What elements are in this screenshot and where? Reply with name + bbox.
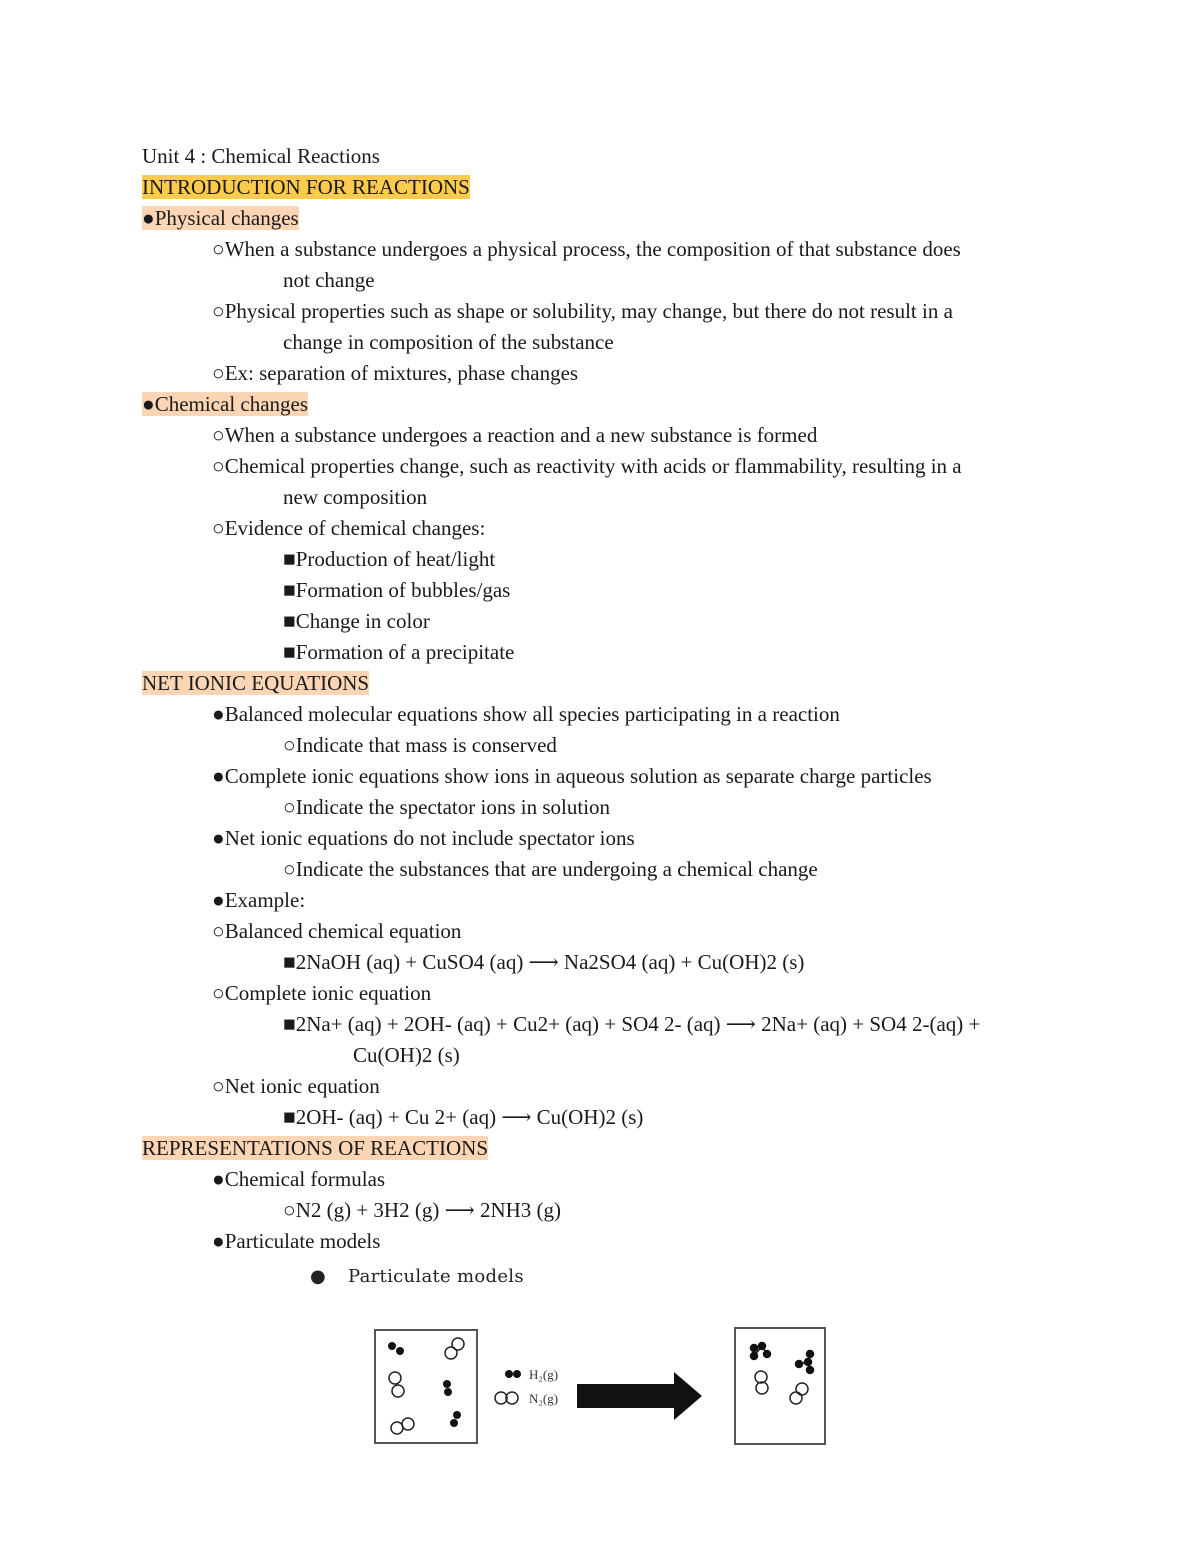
list-item-text: Indicate the substances that are undergoing a chemical change	[295, 857, 818, 881]
circle-marker: ○	[212, 919, 225, 943]
list-item-text: Evidence of chemical changes:	[224, 516, 486, 540]
heading-net-ionic-text: NET IONIC EQUATIONS	[142, 671, 370, 695]
circle-marker: ○	[283, 857, 296, 881]
list-item	[283, 576, 510, 604]
list-item	[283, 545, 495, 573]
legend-n2-label: N₂(g)	[529, 1391, 559, 1406]
list-item	[212, 452, 962, 480]
list-item	[212, 700, 840, 728]
list-item-text: Balanced chemical equation	[224, 919, 462, 943]
equation-line	[283, 948, 804, 976]
list-item-text: Complete ionic equations show ions in aqueous solution as separate charge particles	[224, 764, 932, 788]
list-item	[283, 731, 557, 759]
bullet-marker: ●	[142, 392, 155, 416]
list-item-text: Net ionic equations do not include spectator ions	[224, 826, 635, 850]
list-item	[212, 359, 578, 387]
square-marker: ■	[283, 1105, 296, 1129]
list-item	[283, 793, 610, 821]
legend-h2-icon	[505, 1370, 521, 1378]
list-item-text: When a substance undergoes a reaction and a new substance is formed	[224, 423, 818, 447]
list-item-text: Production of heat/light	[295, 547, 496, 571]
list-item-continuation: new composition	[283, 485, 428, 509]
square-marker: ■	[283, 640, 296, 664]
equation-line	[283, 1103, 643, 1131]
list-item	[212, 297, 953, 325]
list-item	[212, 762, 932, 790]
circle-marker: ○	[212, 1074, 225, 1098]
list-item	[212, 886, 305, 914]
list-item	[283, 638, 514, 666]
list-item-text: Formation of bubbles/gas	[295, 578, 511, 602]
circle-marker: ○	[283, 733, 296, 757]
list-item	[212, 917, 461, 945]
list-item-text: Net ionic equation	[224, 1074, 380, 1098]
list-item	[212, 514, 485, 542]
list-item-text: Complete ionic equation	[224, 981, 432, 1005]
heading-introduction-text: INTRODUCTION FOR REACTIONS	[142, 175, 470, 199]
bullet-marker: ●	[212, 888, 225, 912]
heading-representations-text: REPRESENTATIONS OF REACTIONS	[142, 1136, 489, 1160]
equation-continuation: Cu(OH)2 (s)	[353, 1043, 460, 1067]
square-marker: ■	[283, 950, 296, 974]
bullet-physical-changes	[142, 204, 299, 232]
particulate-model-figure	[300, 1258, 910, 1458]
particulate-model-diagram	[300, 1258, 910, 1458]
heading-net-ionic	[142, 669, 369, 697]
bullet-marker: ●	[212, 702, 225, 726]
equation-line	[283, 1196, 561, 1224]
square-marker: ■	[283, 1012, 296, 1036]
equation-text: 2Na+ (aq) + 2OH- (aq) + Cu2+ (aq) + SO4 2- (aq) ⟶ 2Na+ (aq) + SO4 2-(aq) +	[295, 1012, 981, 1036]
list-item	[212, 1072, 380, 1100]
bullet-chemical-changes	[142, 390, 308, 418]
circle-marker: ○	[212, 237, 225, 261]
circle-marker: ○	[283, 795, 296, 819]
bullet-marker: ●	[212, 764, 225, 788]
circle-marker: ○	[212, 454, 225, 478]
list-item	[283, 607, 430, 635]
bullet-marker: ●	[142, 206, 155, 230]
products-box	[735, 1328, 825, 1444]
list-item-text: Indicate the spectator ions in solution	[295, 795, 611, 819]
equation-text: 2OH- (aq) + Cu 2+ (aq) ⟶ Cu(OH)2 (s)	[295, 1105, 644, 1129]
list-item-text: Indicate that mass is conserved	[295, 733, 557, 757]
equation-text: N2 (g) + 3H2 (g) ⟶ 2NH3 (g)	[295, 1198, 562, 1222]
list-item-text: Chemical properties change, such as reactivity with acids or flammability, resulting in a	[224, 454, 962, 478]
circle-marker: ○	[212, 981, 225, 1005]
bullet-marker: ●	[310, 1266, 327, 1287]
equation-text: 2NaOH (aq) + CuSO4 (aq) ⟶ Na2SO4 (aq) + Cu(OH)2 (s)	[295, 950, 805, 974]
list-item-text: Formation of a precipitate	[295, 640, 515, 664]
circle-marker: ○	[212, 361, 225, 385]
list-item-text: Balanced molecular equations show all species participating in a reaction	[224, 702, 840, 726]
reaction-arrow-icon	[577, 1372, 702, 1420]
bullet-marker: ●	[212, 826, 225, 850]
list-item-continuation: change in composition of the substance	[283, 330, 614, 354]
list-item-text: Change in color	[295, 609, 430, 633]
bullet-marker: ●	[212, 1167, 225, 1191]
list-item-continuation: not change	[283, 268, 375, 292]
list-item-text: Ex: separation of mixtures, phase changes	[224, 361, 579, 385]
list-item	[212, 1227, 380, 1255]
circle-marker: ○	[283, 1198, 296, 1222]
square-marker: ■	[283, 609, 296, 633]
physical-changes-label: Physical changes	[154, 206, 299, 230]
list-item	[283, 855, 818, 883]
square-marker: ■	[283, 578, 296, 602]
circle-marker: ○	[212, 299, 225, 323]
square-marker: ■	[283, 547, 296, 571]
equation-line	[283, 1010, 980, 1038]
list-item-text: Chemical formulas	[224, 1167, 386, 1191]
heading-introduction	[142, 173, 470, 201]
figure-caption-text: Particulate models	[348, 1266, 524, 1287]
circle-marker: ○	[212, 516, 225, 540]
circle-marker: ○	[212, 423, 225, 447]
list-item	[212, 824, 635, 852]
list-item-text: Physical properties such as shape or solubility, may change, but there do not result in a	[224, 299, 953, 323]
legend-h2-label: H₂(g)	[529, 1367, 559, 1382]
list-item-text: Example:	[224, 888, 306, 912]
list-item	[212, 1165, 385, 1193]
chemical-changes-label: Chemical changes	[154, 392, 309, 416]
list-item-text: When a substance undergoes a physical process, the composition of that substance does	[224, 237, 961, 261]
bullet-marker: ●	[212, 1229, 225, 1253]
legend-n2-icon	[495, 1392, 518, 1404]
list-item	[212, 235, 961, 263]
page-title: Unit 4 : Chemical Reactions	[142, 144, 380, 168]
list-item-text: Particulate models	[224, 1229, 381, 1253]
list-item	[212, 979, 431, 1007]
heading-representations	[142, 1134, 488, 1162]
list-item	[212, 421, 817, 449]
